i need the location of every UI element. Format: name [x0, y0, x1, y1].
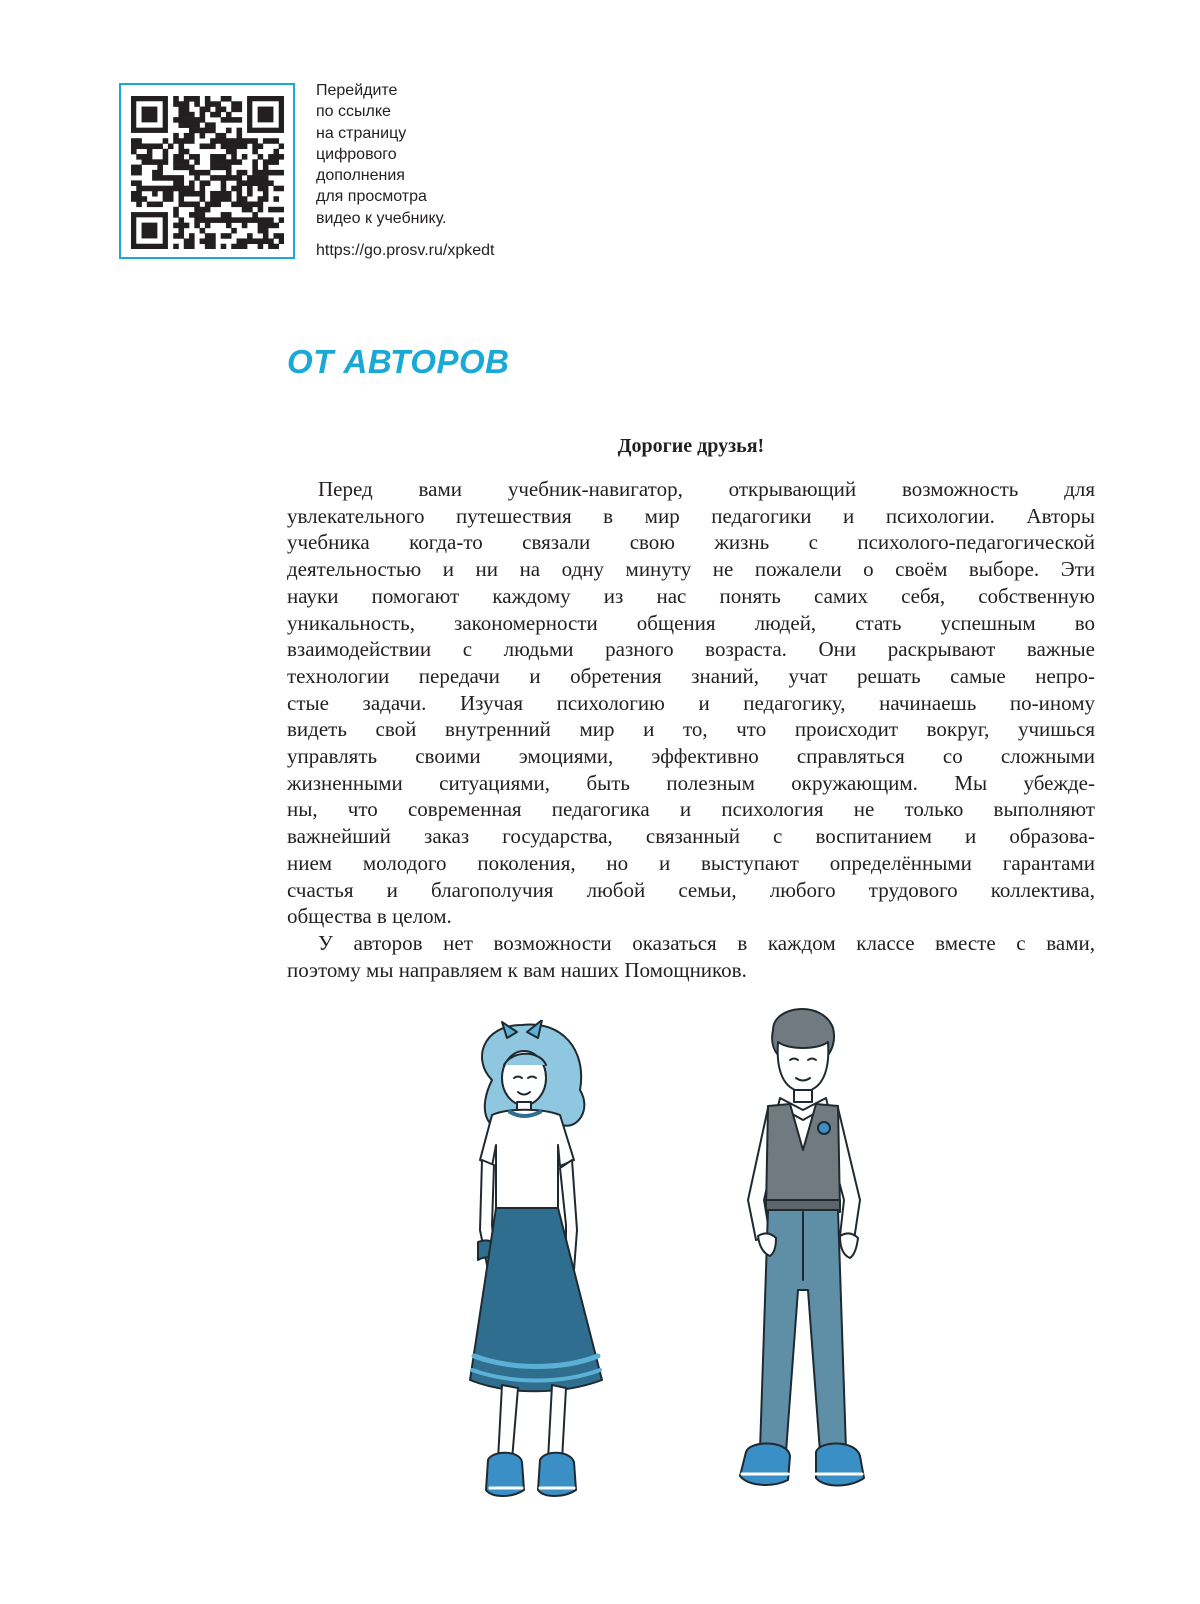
qr-caption-line: Перейдите: [316, 82, 398, 99]
qr-url-link[interactable]: https://go.prosv.ru/xpkedt: [316, 242, 495, 259]
qr-caption-line: на страницу: [316, 124, 407, 142]
qr-caption-line: по ссылке: [316, 103, 391, 121]
body-line: увлекательного путешествия в мир педагогики и психологии. Авторы: [287, 503, 1095, 528]
body-line: управлять своими эмоциями, эффективно справляться со сложными: [287, 744, 1095, 769]
boy-character-illustration: [728, 1000, 878, 1530]
body-line: У авторов нет возможности оказаться в каждом классе вместе с вами,: [318, 930, 1095, 955]
body-line: уникальность, закономерности общения людей, стать успешным во: [287, 610, 1095, 635]
girl-character-illustration: [462, 1020, 612, 1520]
body-line: видеть свой внутренний мир и то, что происходит вокруг, учишься: [287, 717, 1095, 742]
qr-code-pattern: [131, 96, 284, 249]
body-line: деятельностью и ни на одну минуту не пожалели о своём выборе. Эти: [287, 557, 1095, 582]
body-line: Перед вами учебник-навигатор, открывающий возможность для: [318, 477, 1095, 501]
qr-code[interactable]: [119, 83, 295, 259]
section-title: ОТ АВТОРОВ: [287, 343, 510, 380]
body-line: важнейший заказ государства, связанный с воспитанием и образова-: [287, 824, 1095, 849]
body-line: взаимодействии с людьми разного возраста. Они раскрывают важные: [287, 637, 1095, 662]
body-line: науки помогают каждому из нас понять самих себя, собственную: [287, 583, 1095, 608]
qr-caption-line: дополнения: [316, 167, 405, 185]
qr-caption: [316, 80, 546, 229]
body-line: нием молодого поколения, но и выступают определёнными гарантами: [287, 850, 1095, 875]
body-line: общества в целом.: [287, 904, 452, 929]
greeting-heading: Дорогие друзья!: [617, 435, 765, 457]
qr-caption-line: цифрового: [316, 145, 397, 163]
body-text: [287, 476, 1095, 983]
body-line: поэтому мы направляем к вам наших Помощников.: [287, 957, 747, 982]
body-line: учебника когда-то связали свою жизнь с психолого-педагогической: [287, 530, 1095, 555]
qr-caption-line: для просмотра: [316, 188, 427, 206]
body-line: ны, что современная педагогика и психология не только выполняют: [287, 797, 1095, 822]
qr-caption-line: видео к учебнику.: [316, 209, 447, 227]
body-line: стые задачи. Изучая психологию и педагогику, начинаешь по-иному: [287, 690, 1095, 715]
body-line: жизненными ситуациями, быть полезным окружающим. Мы убежде-: [287, 770, 1095, 795]
body-line: счастья и благополучия любой семьи, любого трудового коллектива,: [287, 877, 1095, 902]
body-line: технологии передачи и обретения знаний, учат решать самые непро-: [287, 663, 1095, 688]
